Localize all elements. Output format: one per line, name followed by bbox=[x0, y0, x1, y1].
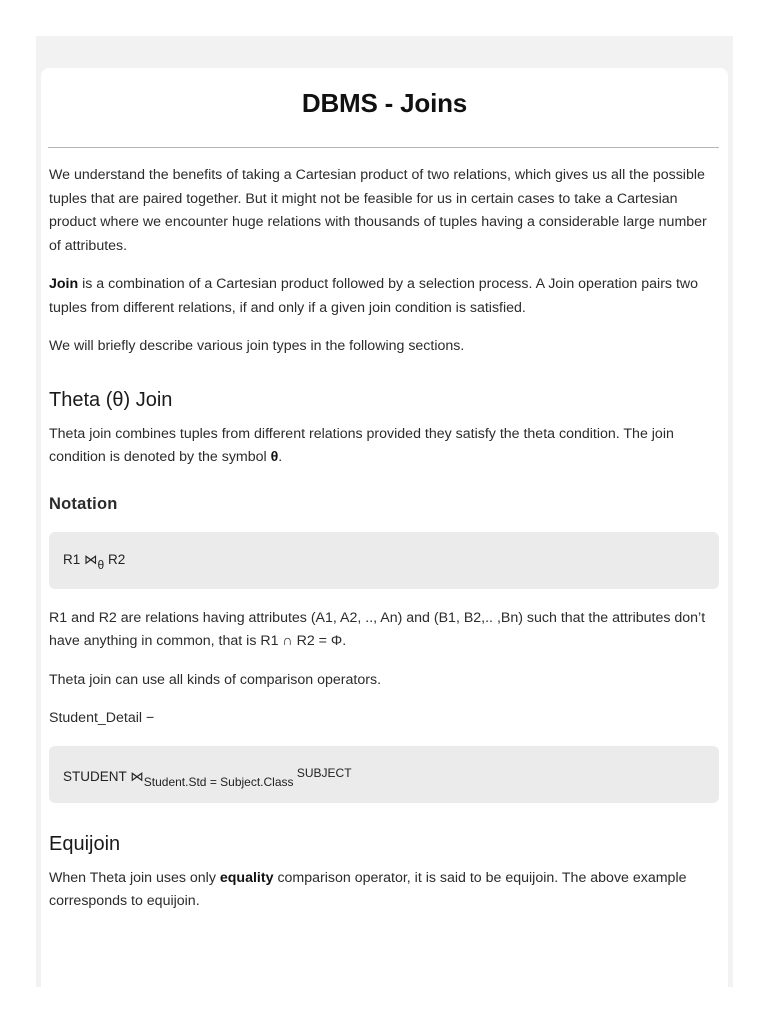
join-definition-text: is a combination of a Cartesian product followed by a selection process. A Join operation pairs two tuples from different relations, if and only if a given join condition is satisfied. bbox=[49, 276, 699, 316]
example-subject-superscript: SUBJECT bbox=[293, 765, 352, 780]
join-term: Join bbox=[49, 276, 79, 292]
notation-r1: R1 ⋈ bbox=[63, 551, 98, 567]
title-divider bbox=[48, 147, 719, 148]
page-title: DBMS - Joins bbox=[301, 88, 468, 118]
theta-description bbox=[49, 423, 719, 470]
notation-code-box bbox=[49, 532, 719, 589]
notation-theta-subscript: θ bbox=[97, 557, 105, 572]
example-condition-subscript: Student.Std = Subject.Class bbox=[143, 774, 294, 789]
briefly-paragraph: We will briefly describe various join types in the following sections. bbox=[49, 338, 465, 354]
intro-paragraph: We understand the benefits of taking a Cartesian product of two relations, which gives us all the possible tuples that are paired together. But it might not be feasible for us in certain cases to take a Cartesian product where we encounter huge relations with thousands of tuples having a considerable large number of attributes. bbox=[49, 167, 707, 254]
join-definition-paragraph bbox=[49, 273, 719, 320]
article-body bbox=[49, 164, 719, 929]
theta-symbol: θ bbox=[270, 449, 279, 465]
example-left: STUDENT ⋈ bbox=[63, 768, 144, 784]
equijoin-paragraph bbox=[49, 867, 719, 914]
relations-paragraph: R1 and R2 are relations having attributes (A1, A2, .., An) and (B1, B2,.. ,Bn) such that the attributes don’t have anything in common, that is R1 ∩ R2 = Φ. bbox=[49, 609, 706, 649]
notation-r2: R2 bbox=[104, 551, 126, 567]
equijoin-text-after: comparison operator, it is said to be equijoin. The above example corresponds to equijoin. bbox=[49, 869, 687, 909]
example-code-box bbox=[49, 746, 719, 803]
theta-description-end: . bbox=[278, 449, 283, 465]
equijoin-bold-term: equality bbox=[219, 869, 274, 886]
article-card bbox=[41, 68, 728, 987]
theta-description-text: Theta join combines tuples from different relations provided they satisfy the theta condition. The join condition is denoted by the symbol bbox=[49, 425, 674, 465]
equijoin-heading: Equijoin bbox=[49, 832, 121, 855]
page-background bbox=[36, 36, 733, 987]
theta-join-heading: Theta (θ) Join bbox=[49, 388, 173, 411]
equijoin-text-before: When Theta join uses only bbox=[49, 869, 220, 886]
operators-paragraph: Theta join can use all kinds of comparison operators. bbox=[49, 671, 382, 688]
notation-heading: Notation bbox=[49, 494, 118, 513]
student-detail-label: Student_Detail − bbox=[49, 710, 155, 726]
